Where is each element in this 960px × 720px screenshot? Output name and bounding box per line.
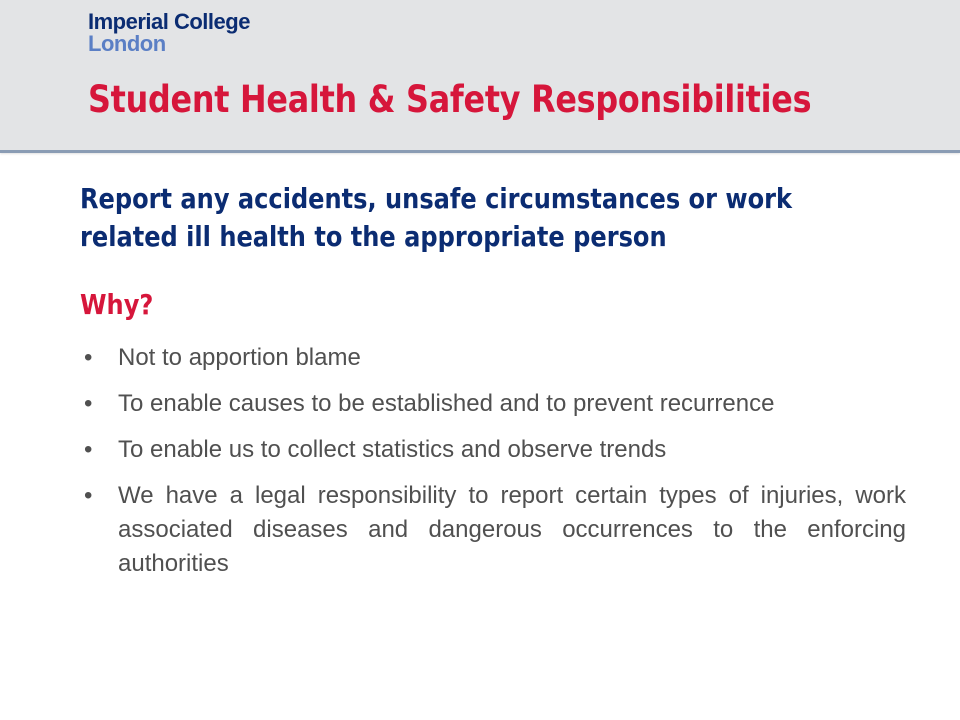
slide-subtitle: Report any accidents, unsafe circumstances or work related ill health to the appropriate person (80, 182, 793, 253)
bullet-dot-icon: • (84, 390, 93, 417)
bullet-text: We have a legal responsibility to report certain types of injuries, work associated diseases and dangerous occurrences to the enforcing authorities (118, 482, 906, 577)
imperial-college-logo (88, 11, 250, 55)
bullet-text: To enable us to collect statistics and observe trends (118, 436, 667, 463)
slide-title: Student Health & Safety Responsibilities (88, 78, 812, 121)
bullet-list (80, 341, 906, 593)
bullet-dot-icon: • (84, 436, 93, 463)
bullet-dot-icon: • (84, 344, 93, 371)
bullet-item (80, 433, 906, 467)
logo-line2: London (88, 31, 166, 56)
header-band (0, 0, 960, 153)
bullet-item (80, 341, 906, 375)
bullet-item (80, 387, 906, 421)
bullet-text: To enable causes to be established and to prevent recurrence (118, 390, 775, 417)
bullet-item (80, 479, 906, 581)
bullet-dot-icon: • (84, 482, 93, 509)
why-heading: Why? (80, 288, 154, 321)
bullet-text: Not to apportion blame (118, 344, 361, 371)
logo-line1: Imperial College (88, 9, 250, 34)
